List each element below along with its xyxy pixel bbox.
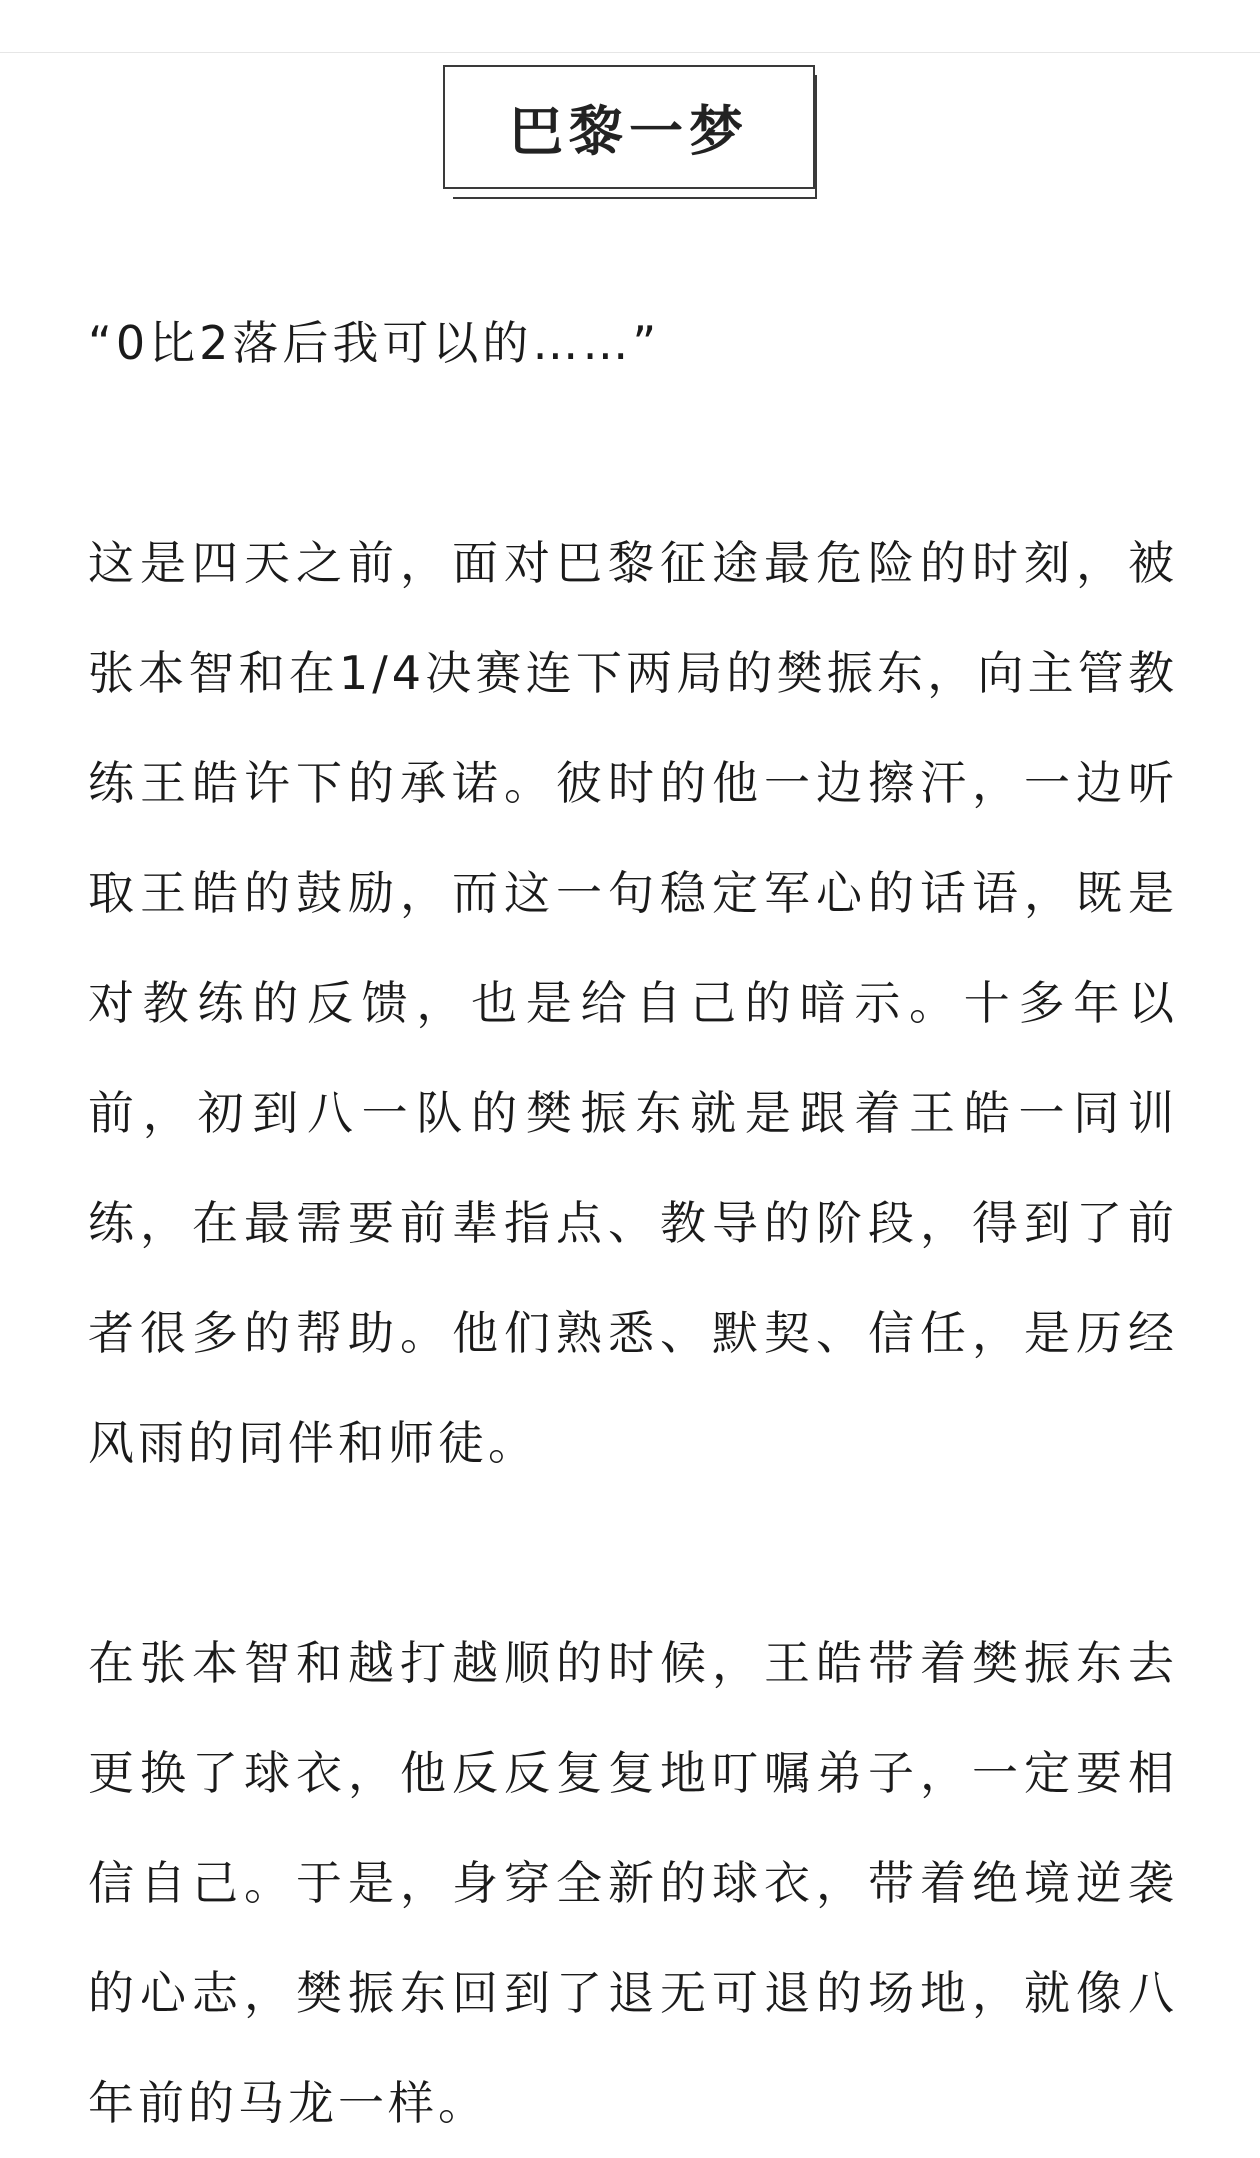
title-frame	[443, 65, 815, 189]
article-title: 巴黎一梦	[509, 99, 749, 163]
title-frame-shadow	[815, 75, 817, 199]
title-frame-shadow-bottom	[453, 197, 817, 199]
article-paragraph: 这是四天之前，面对巴黎征途最危险的时刻，被张本智和在1/4决赛连下两局的樊振东，向主管教练王皓许下的承诺。彼时的他一边擦汗，一边听取王皓的鼓励，而这一句稳定军心的话语，既是对教练的反馈，也是给自己的暗示。十多年以前，初到八一队的樊振东就是跟着王皓一同训练，在最需要前辈指点、教导的阶段，得到了前者很多的帮助。他们熟悉、默契、信任，是历经风雨的同伴和师徒。	[88, 536, 1178, 1470]
top-divider	[0, 52, 1260, 53]
article-body	[88, 288, 1178, 2158]
paragraph-spacer	[88, 398, 1178, 508]
paragraph-spacer	[88, 1498, 1178, 1608]
article-paragraph-quote: “0比2落后我可以的……”	[88, 316, 661, 370]
article-paragraph: 在张本智和越打越顺的时候，王皓带着樊振东去更换了球衣，他反反复复地叮嘱弟子，一定要相信自己。于是，身穿全新的球衣，带着绝境逆袭的心志，樊振东回到了退无可退的场地，就像八年前的马龙一样。	[88, 1636, 1178, 2130]
